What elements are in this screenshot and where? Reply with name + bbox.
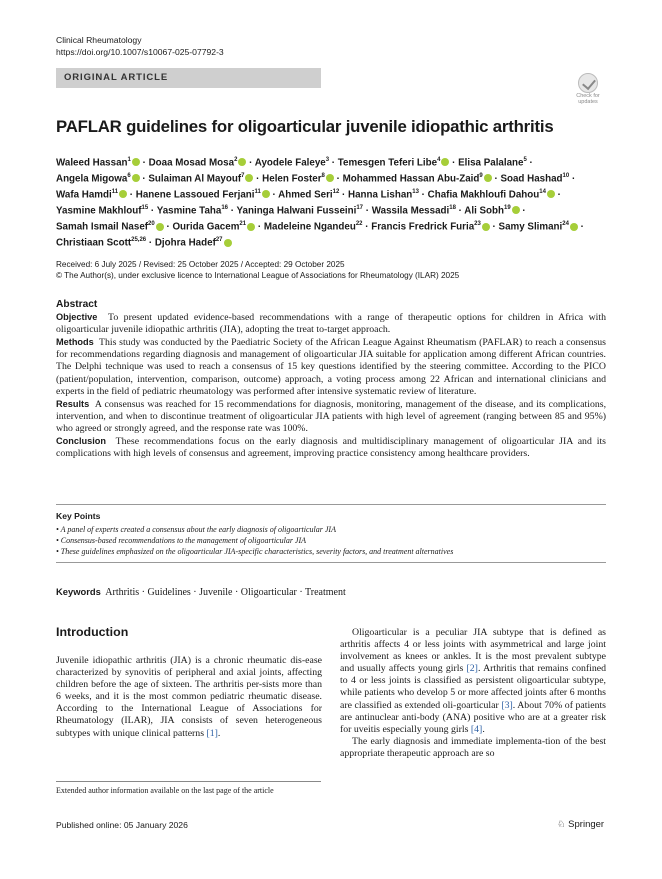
author-name[interactable]: Chafia Makhloufi Dahou [427,189,540,201]
author-separator: · [329,157,338,169]
divider [56,504,606,505]
author-line [56,154,616,170]
author-separator: · [577,221,584,233]
affiliation-number: 24 [562,221,569,228]
author-name[interactable]: Madeleine Ngandeu [263,221,356,233]
author-separator: · [526,157,533,169]
affiliation-number: 18 [449,205,456,212]
author-separator: · [333,173,343,185]
orcid-icon[interactable] [484,174,492,182]
citation-link[interactable]: [1] [206,727,218,739]
affiliation-number: 23 [474,221,481,228]
author-list [56,154,616,250]
section-label: Results [56,398,90,409]
orcid-icon[interactable] [156,223,164,231]
author-separator: · [455,205,465,217]
author-name[interactable]: Angela Migowa [56,173,128,185]
affiliation-number: 4 [437,157,441,163]
author-separator: · [255,221,264,233]
keywords-label: Keywords [56,586,101,597]
journal-name: Clinical Rheumatology [56,35,142,45]
author-separator: · [139,157,149,169]
affiliation-number: 11 [254,189,261,196]
affiliation-number: 20 [148,221,155,228]
author-separator: · [489,221,499,233]
affiliation-number: 6 [127,173,131,180]
publisher-name: Springer [568,819,605,830]
check-badge-line2: updates [578,99,598,105]
author-separator: · [491,173,501,185]
journal-header [56,34,224,58]
abstract [56,299,606,460]
author-name[interactable]: Elisa Palalane [458,157,524,169]
check-for-updates-badge[interactable] [571,73,605,105]
author-name[interactable]: Ourida Gacem [172,221,240,233]
author-separator: · [519,205,526,217]
key-point-item: • A panel of experts created a consensus about the early diagnosis of oligoarticular JIA [56,525,336,534]
abstract-results [56,398,606,435]
keywords [56,585,606,599]
abstract-objective [56,311,606,336]
affiliation-number: 16 [221,205,229,212]
key-point-item: • Consensus-based recommendations to the management of oligoarticular JIA [56,536,307,545]
author-separator: · [339,189,349,201]
affiliation-number: 17 [356,205,364,212]
author-name[interactable]: Mohammed Hassan Abu-Zaid [342,173,480,185]
text: . Arthritis that remains confined to 4 or less joints is classified as persistent oligoarticular subtype, while patients who develop 5 or more affected joints after 6 months are classified as extended oli-goarticular [340,663,606,711]
section-text: These recommendations focus on the early diagnosis and multidisciplinary management of oligoarticular JIA and its complications with high levels of consensus and agreement, improving practice consistency among healthcare providers. [56,436,606,460]
author-name[interactable]: Djohra Hadef [154,237,216,249]
intro-column-right [340,627,606,760]
section-label: Objective [56,312,98,323]
affiliation-number: 15 [141,205,149,212]
author-name[interactable]: Christiaan Scott [56,237,132,249]
keywords-text: Arthritis · Guidelines · Juvenile · Oligoarticular · Treatment [105,587,346,598]
author-separator: · [139,173,149,185]
author-separator: · [127,189,136,201]
author-separator: · [269,189,279,201]
affiliation-number: 5 [523,157,527,163]
orcid-icon[interactable] [132,174,140,182]
intro-column-left [56,655,322,740]
orcid-icon[interactable] [119,190,127,198]
author-line [56,218,616,234]
author-line [56,186,616,202]
section-text: To present updated evidence-based recommendations with a range of therapeutic options for children in Africa with oligoarticular juvenile idiopathic arthritis (JIA), adopting the treat to-target approach. [56,312,606,336]
check-icon [578,73,598,93]
orcid-icon[interactable] [224,239,232,247]
affiliation-number: 7 [241,173,245,180]
affiliation-number: 25,26 [131,237,147,244]
section-text: This study was conducted by the Paediatric Society of the African League Against Rheumatism (PAFLAR) to reach a consensus for recommendations regarding diagnosis and management of oligoarticular JIA suitable for application among different African countries. The Delphi technique was used to reach a consensus of 15 key questions identified by the steering committee. According to the PICO (patient/population, intervention, comparison, outcome) approach, a voting process among 22 African and international clinicians and experts in the field of pediatric rheumatology was performed after intensive systematic review of literature. [56,337,606,397]
section-label: Methods [56,337,94,348]
author-separator: · [253,173,263,185]
check-badge-line1: Check for [576,93,600,99]
author-name[interactable]: Samah Ismail Nasef [56,221,149,233]
author-separator: · [246,157,255,169]
footnote-divider [56,781,321,782]
author-name[interactable]: Doaa Mosad Mosa [148,157,235,169]
orcid-icon[interactable] [482,223,490,231]
author-separator: · [449,157,459,169]
affiliation-number: 1 [127,157,131,163]
section-text: A consensus was reached for 15 recommendations for diagnosis, monitoring, management of the disease, and its complications, intervention, and when to discontinue treatment of oligoarticular JIA patients with high level of agreement (ranging between 85 and 95%) who agreed or strongly agreed, and the response rate was 100%. [56,398,607,434]
affiliation-number: 14 [539,189,546,196]
author-name[interactable]: Samy Slimani [498,221,563,233]
author-line [56,234,616,250]
author-line [56,170,616,186]
orcid-icon[interactable] [326,174,334,182]
affiliation-number: 12 [332,189,340,196]
affiliation-number: 2 [234,157,238,163]
text: Oligoarticular is a peculiar JIA subtype that is defined as arthritis affects 4 or less joints with asymmetrical and large joint involvement as knees or ankles. It is the most prevalent subtype and usually affects young girls [340,627,606,675]
author-separator: · [163,221,173,233]
author-separator: · [418,189,428,201]
affiliation-number: 3 [325,157,330,163]
text: . About 70% of patients are antinuclear anti-body (ANA) positive who are at a greater risk for uveitis especially young girls [340,699,606,735]
author-name[interactable]: Yaninga Halwani Fusseini [236,205,357,217]
published-date: Published online: 05 January 2026 [56,820,188,830]
orcid-icon[interactable] [262,190,270,198]
affiliation-number: 27 [215,237,223,244]
author-separator: · [146,237,155,249]
affiliation-number: 11 [111,189,119,196]
affiliation-number: 22 [355,221,363,228]
author-name[interactable]: Wassila Messadi [371,205,450,217]
footnote: Extended author information available on the last page of the article [56,786,274,795]
section-label: Conclusion [56,436,107,447]
author-name[interactable]: Sulaiman Al Mayouf [148,173,242,185]
key-points [56,511,606,557]
orcid-icon[interactable] [247,223,255,231]
orcid-icon[interactable] [570,223,578,231]
author-name[interactable]: Hanna Lishan [348,189,413,201]
author-name[interactable]: Helen Foster [262,173,322,185]
paragraph [340,627,606,736]
affiliation-number: 8 [321,173,325,180]
introduction-heading: Introduction [56,625,129,639]
author-name[interactable]: Ali Sobh [464,205,505,217]
author-name[interactable]: Francis Fredrick Furia [371,221,475,233]
affiliation-number: 13 [412,189,419,196]
author-line [56,202,616,218]
orcid-icon[interactable] [547,190,555,198]
author-name[interactable]: Ahmed Seri [278,189,333,201]
paragraph [56,655,322,740]
divider [56,562,606,563]
author-name[interactable]: Waleed Hassan [56,157,128,169]
affiliation-number: 10 [562,173,570,180]
article-title: PAFLAR guidelines for oligoarticular juvenile idiopathic arthritis [56,117,554,136]
paragraph: The early diagnosis and immediate implementa-tion of the best appropriate therapeutic approach are so [340,735,606,759]
orcid-icon[interactable] [132,158,140,166]
author-separator: · [569,173,576,185]
abstract-conclusion [56,435,606,460]
article-dates [56,259,459,281]
affiliation-number: 9 [479,173,483,180]
author-name[interactable]: Yasmine Taha [156,205,222,217]
author-separator: · [228,205,237,217]
author-separator: · [148,205,157,217]
author-name[interactable]: Yasmine Makhlouf [56,205,142,217]
copyright: © The Author(s), under exclusive licence to International League of Associations for Rheumatology (ILAR) 2025 [56,271,460,280]
orcid-icon[interactable] [512,206,520,214]
author-separator: · [362,221,372,233]
affiliation-number: 21 [239,221,247,228]
author-separator: · [363,205,372,217]
springer-horse-icon: ♘ [557,819,566,830]
text: . [482,723,485,735]
author-name[interactable]: Soad Hashad [500,173,563,185]
text: Juvenile idiopathic arthritis (JIA) is a chronic rheumatic dis-ease characterized by synovitis of peripheral and axial joints, affecting children before the age of sixteen. The arthritis per-sists more than 6 weeks, and it is the most common pediatric rheumatic disease. According to the International League of Associations for Rheumatology (ILAR), JIA consists of seven heterogeneous subtypes with unique clinical patterns [56,655,322,739]
citation-link[interactable]: [3] [501,699,513,711]
abstract-methods [56,336,606,397]
text: . [217,727,221,739]
citation-link[interactable]: [4] [470,723,483,735]
key-points-heading: Key Points [56,511,101,521]
author-name[interactable]: Hanene Lassoued Ferjani [135,189,255,201]
publisher-logo [557,819,604,830]
affiliation-number: 19 [504,205,511,212]
author-name[interactable]: Temesgen Teferi Libe [337,157,438,169]
abstract-heading: Abstract [56,299,98,310]
date-history: Received: 6 July 2025 / Revised: 25 October 2025 / Accepted: 29 October 2025 [56,260,345,269]
author-name[interactable]: Wafa Hamdi [56,189,112,201]
citation-link[interactable]: [2] [466,663,478,675]
article-type-banner: ORIGINAL ARTICLE [56,68,321,88]
author-name[interactable]: Ayodele Faleye [254,157,326,169]
key-point-item: • These guidelines emphasized on the oligoarticular JIA-specific characteristics, severity factors, and treatment alternatives [56,547,454,556]
author-separator: · [554,189,561,201]
doi-link[interactable]: https://doi.org/10.1007/s10067-025-07792-3 [56,47,224,57]
